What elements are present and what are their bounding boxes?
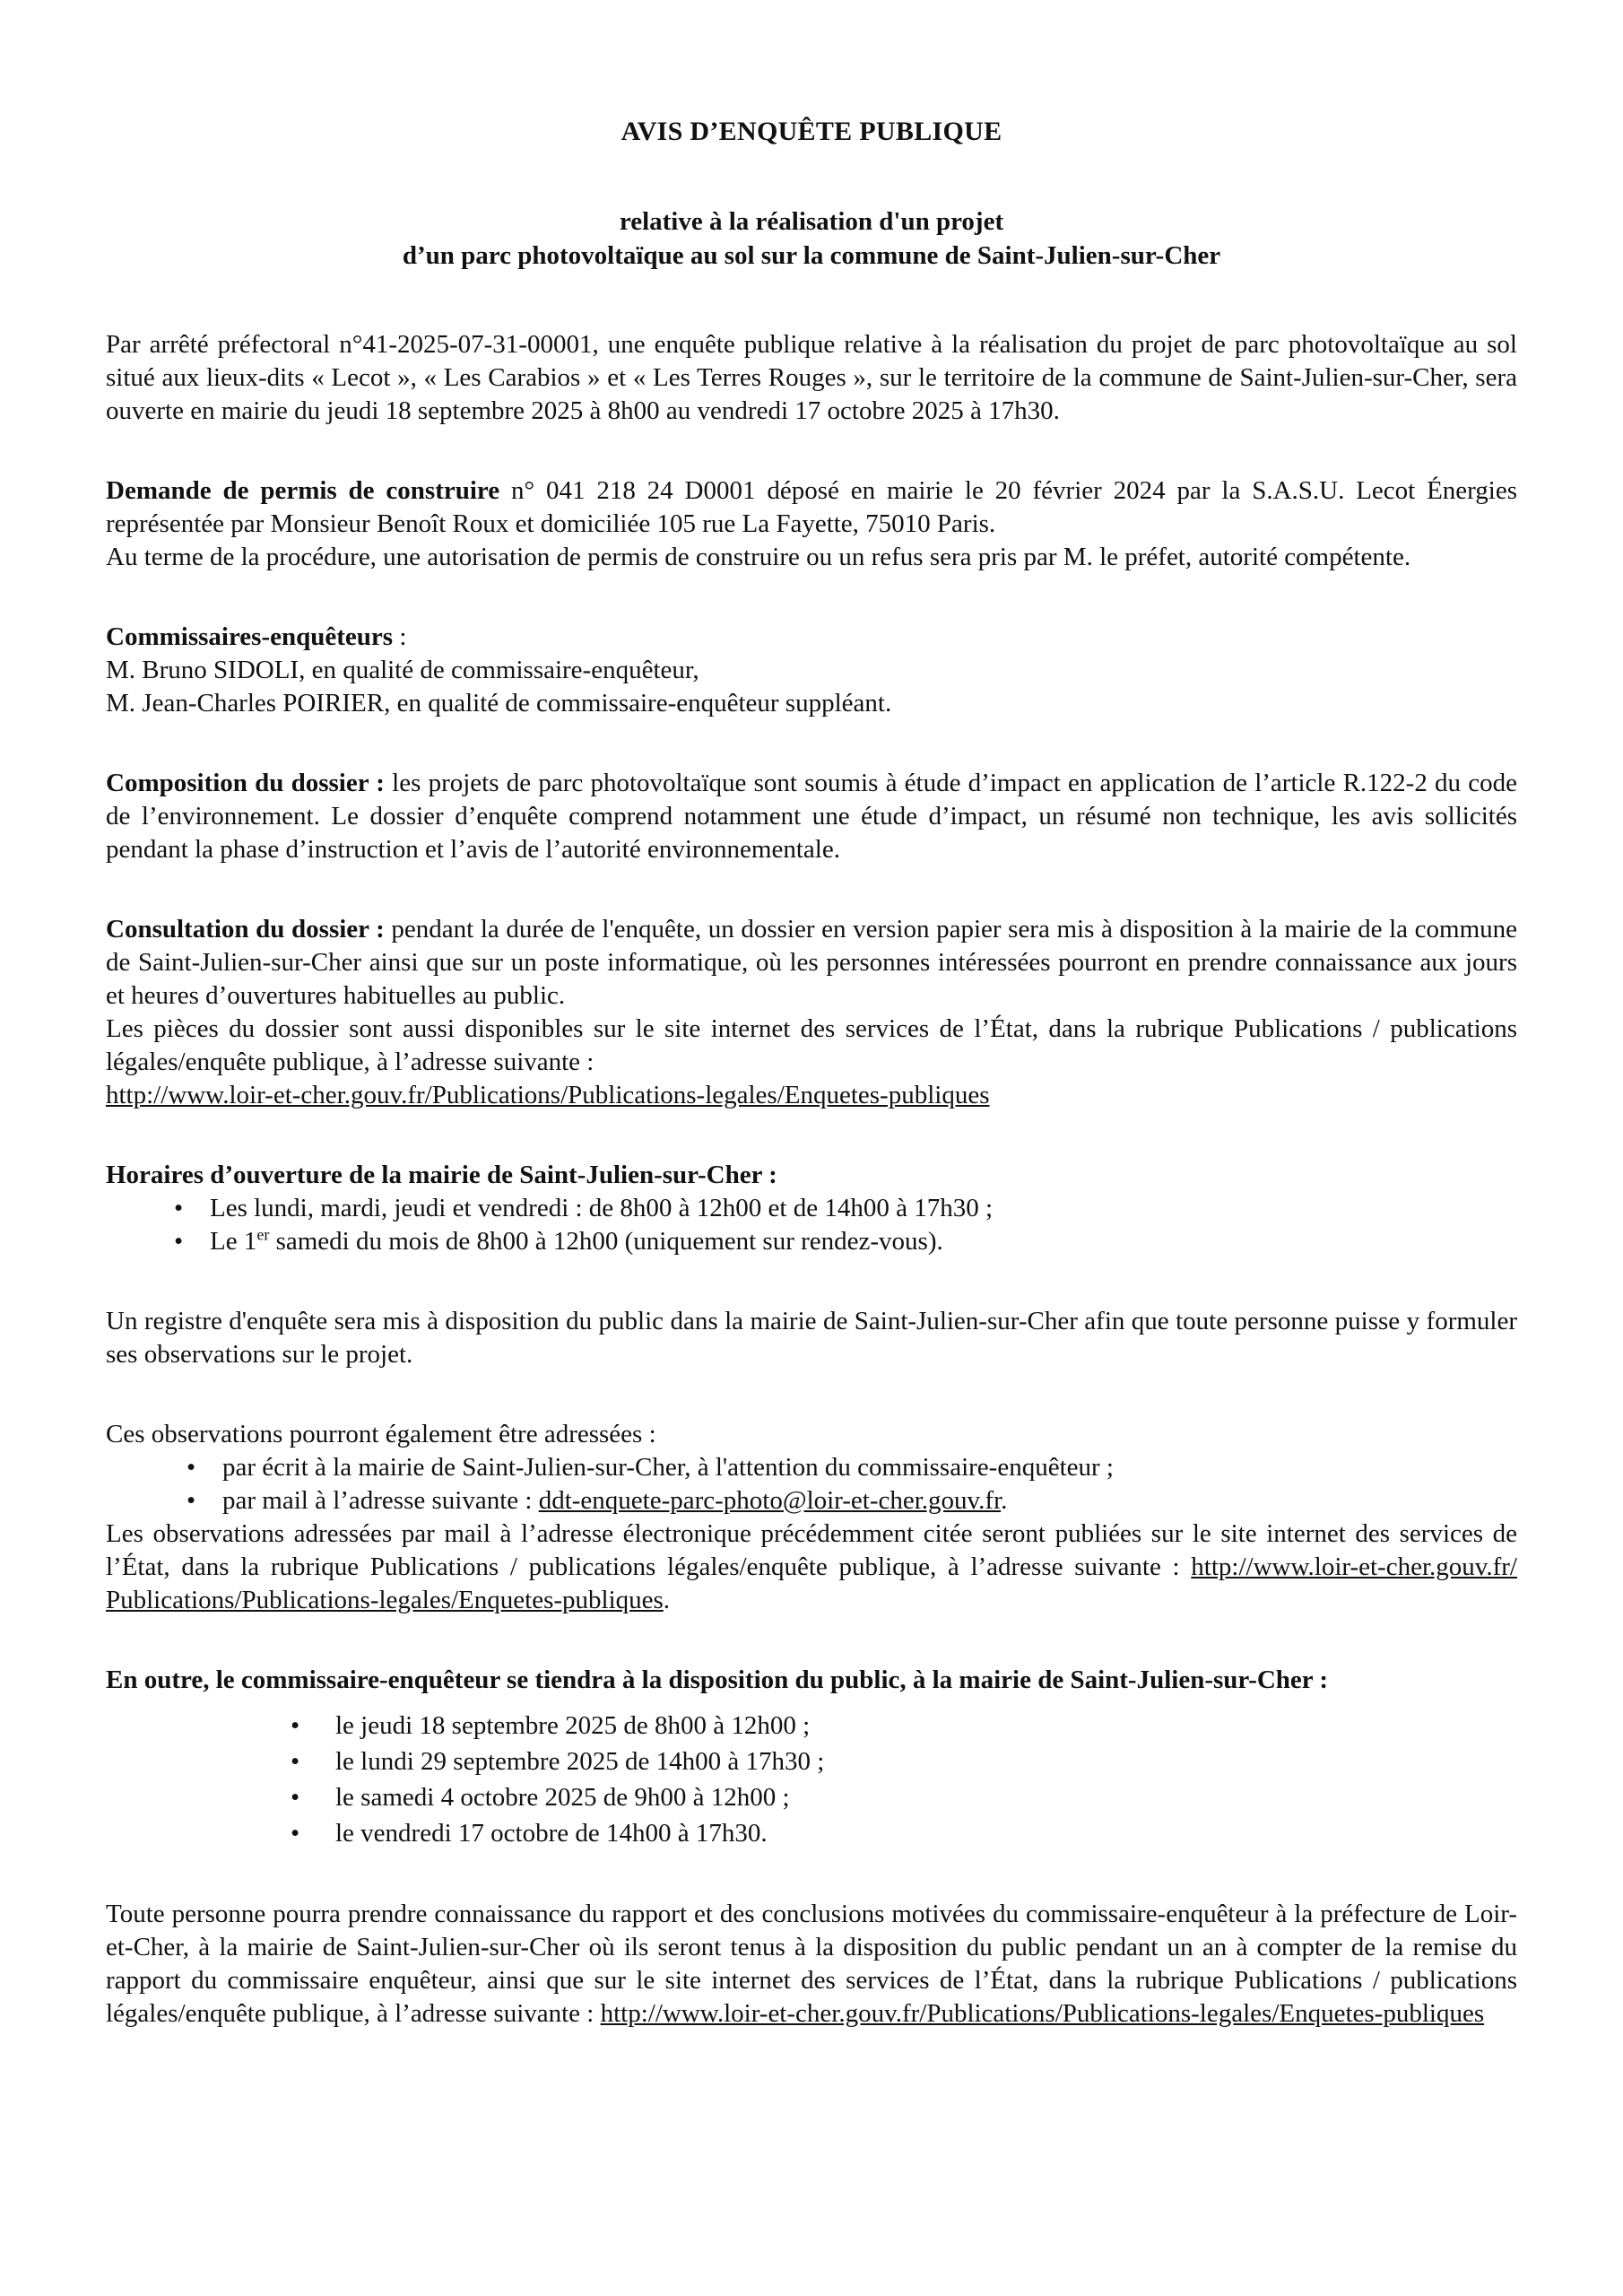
composition-paragraph bbox=[106, 767, 1517, 866]
list-item: • Le 1er samedi du mois de 8h00 à 12h00 (uniquement sur rendez-vous). bbox=[106, 1225, 1517, 1258]
list-item: • le vendredi 17 octobre de 14h00 à 17h30. bbox=[106, 1815, 1517, 1851]
list-item: • par écrit à la mairie de Saint-Julien-sur-Cher, à l'attention du commissaire-enquêteur ; bbox=[106, 1451, 1517, 1484]
permis-label: Demande de permis de construire bbox=[106, 476, 500, 505]
commissaire-suppleant: M. Jean-Charles POIRIER, en qualité de commissaire-enquêteur suppléant. bbox=[106, 689, 892, 718]
email-link[interactable]: ddt-enquete-parc-photo@loir-et-cher.gouv.fr bbox=[538, 1486, 1002, 1515]
intro-paragraph: Par arrêté préfectoral n°41-2025-07-31-00001, une enquête publique relative à la réalisation du projet de parc photovoltaïque au sol situé aux lieux-dits « Lecot », « Les Carabios » et « Les Terres Rouges », sur le territoire de la commune de Saint-Julien-sur-Cher, sera ouverte en mairie du jeudi 18 septembre 2025 à 8h00 au vendredi 17 octobre 2025 à 17h30. bbox=[106, 330, 1517, 425]
horaires-label: Horaires d’ouverture de la mairie de Saint-Julien-sur-Cher : bbox=[106, 1161, 777, 1189]
permanences-label: En outre, le commissaire-enquêteur se tiendra à la disposition du public, à la mairie de Saint-Julien-sur-Cher : bbox=[106, 1665, 1329, 1694]
bullet-icon: • bbox=[291, 1711, 300, 1740]
permis-paragraph bbox=[106, 474, 1517, 574]
commissaires-paragraph: Commissaires-enquêteurs : M. Bruno SIDOLI, en qualité de commissaire-enquêteur, M. Jean-Charles POIRIER, en qualité de commissaire-enquêteur suppléant. bbox=[106, 621, 1517, 720]
commissaire-titulaire: M. Bruno SIDOLI, en qualité de commissaire-enquêteur, bbox=[106, 656, 699, 684]
list-item: • le lundi 29 septembre 2025 de 14h00 à 17h30 ; bbox=[106, 1744, 1517, 1779]
conclusion-link[interactable]: http://www.loir-et-cher.gouv.fr/Publications/Publications-legales/Enquetes-publiques bbox=[600, 1999, 1485, 2028]
horaires-section bbox=[106, 1159, 1517, 1258]
conclusion-text: Toute personne pourra prendre connaissance du rapport et des conclusions motivées du commissaire-enquêteur à la préfecture de Loir-et-Cher, à la mairie de Saint-Julien-sur-Cher où ils seront tenus à la disposition du public pendant un an à compter de la remise du rapport du commissaire enquêteur, ainsi que sur le site internet des services de l’État, dans la rubrique Publications / publications légales/enquête publique, à l’adresse suivante : bbox=[106, 1900, 1517, 2028]
notice-title: AVIS D’ENQUÊTE PUBLIQUE bbox=[621, 117, 1002, 146]
bullet-icon: • bbox=[291, 1783, 300, 1812]
permanences-section bbox=[106, 1664, 1517, 1851]
bullet-icon: • bbox=[174, 1194, 184, 1222]
subtitle-line-1: relative à la réalisation d'un projet bbox=[619, 207, 1004, 236]
consultation-text: pendant la durée de l'enquête, un dossier en version papier sera mis à disposition à la mairie de la commune de Saint-Julien-sur-Cher ainsi que sur un poste informatique, où les personnes intéressées pourront en prendre connaissance aux jours et heures d’ouvertures habituelles au public. bbox=[106, 915, 1517, 1010]
bullet-icon: • bbox=[291, 1747, 300, 1776]
observations-section bbox=[106, 1418, 1517, 1617]
consultation-link[interactable]: http://www.loir-et-cher.gouv.fr/Publications/Publications-legales/Enquetes-publiques bbox=[106, 1081, 990, 1109]
bullet-icon: • bbox=[187, 1486, 196, 1515]
subtitle-line-2: d’un parc photovoltaïque au sol sur la commune de Saint-Julien-sur-Cher bbox=[402, 241, 1221, 270]
composition-text: les projets de parc photovoltaïque sont soumis à étude d’impact en application de l’article R.122-2 du code de l’environnement. Le dossier d’enquête comprend notamment une étude d’impact, un résumé non technique, les avis sollicités pendant la phase d’instruction et l’avis de l’autorité environnementale. bbox=[106, 769, 1517, 864]
list-item: • le samedi 4 octobre 2025 de 9h00 à 12h00 ; bbox=[106, 1779, 1517, 1815]
conclusion-paragraph bbox=[106, 1898, 1517, 2031]
list-item: • par mail à l’adresse suivante : ddt-enquete-parc-photo@loir-et-cher.gouv.fr. bbox=[106, 1484, 1517, 1518]
composition-label: Composition du dossier : bbox=[106, 769, 385, 797]
observations-link[interactable]: http://www.loir-et-cher.gouv.fr/ Publications/Publications-legales/Enquetes-publiques bbox=[106, 1552, 1517, 1614]
registre-paragraph: Un registre d'enquête sera mis à disposition du public dans la mairie de Saint-Julien-sur-Cher afin que toute personne puisse y formuler ses observations sur le projet. bbox=[106, 1307, 1517, 1369]
observations-text: Les observations adressées par mail à l’adresse électronique précédemment citée seront publiées sur le site internet des services de l’État, dans la rubrique Publications / publications légales/enquête publique, à l’adresse suivante : http://www.loir-et-cher.gouv.fr/ Publications/Publications-legales/Enquetes-publiques. bbox=[106, 1519, 1517, 1614]
observations-intro: Ces observations pourront également être adressées : bbox=[106, 1420, 656, 1448]
consultation-label: Consultation du dossier : bbox=[106, 915, 385, 944]
commissaires-label: Commissaires-enquêteurs bbox=[106, 622, 394, 651]
permis-text: n° 041 218 24 D0001 déposé en mairie le 20 février 2024 par la S.A.S.U. Lecot Énergies représentée par Monsieur Benoît Roux et domiciliée 105 rue La Fayette, 75010 Paris. bbox=[106, 476, 1517, 538]
permis-decision: Au terme de la procédure, une autorisation de permis de construire ou un refus sera pris par M. le préfet, autorité compétente. bbox=[106, 543, 1411, 571]
consultation-paragraph bbox=[106, 913, 1517, 1112]
bullet-icon: • bbox=[187, 1453, 196, 1482]
bullet-icon: • bbox=[291, 1819, 300, 1848]
list-item: • le jeudi 18 septembre 2025 de 8h00 à 12h00 ; bbox=[106, 1708, 1517, 1744]
consultation-online-text: Les pièces du dossier sont aussi disponibles sur le site internet des services de l’État, dans la rubrique Publications / publications légales/enquête publique, à l’adresse suivante : bbox=[106, 1014, 1517, 1076]
observations-list bbox=[106, 1451, 1517, 1518]
horaires-list bbox=[106, 1192, 1517, 1258]
bullet-icon: • bbox=[174, 1227, 184, 1256]
notice-subtitle bbox=[106, 204, 1517, 273]
permanences-list bbox=[106, 1708, 1517, 1851]
list-item: • Les lundi, mardi, jeudi et vendredi : de 8h00 à 12h00 et de 14h00 à 17h30 ; bbox=[106, 1192, 1517, 1225]
